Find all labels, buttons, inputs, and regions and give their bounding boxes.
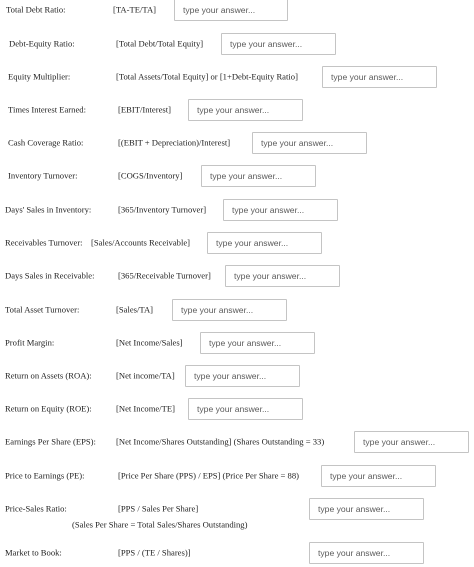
ratio-label: Days' Sales in Inventory:: [5, 204, 92, 215]
cash-coverage-ratio-answer-input[interactable]: [252, 132, 367, 154]
ratio-label: Earnings Per Share (EPS):: [5, 436, 96, 447]
ratio-label: Price to Earnings (PE):: [5, 470, 85, 481]
inventory-turnover-answer-input[interactable]: [201, 165, 316, 187]
ratio-formula: [Total Debt/Total Equity]: [116, 38, 204, 49]
ratio-label: Total Debt Ratio:: [6, 4, 66, 15]
ratio-label: Receivables Turnover:: [5, 237, 83, 248]
ratio-formula: [TA-TE/TA]: [113, 4, 157, 15]
ratio-formula: [Sales/TA]: [116, 304, 154, 315]
receivables-turnover-answer-input[interactable]: [207, 232, 322, 254]
ratio-label: Equity Multiplier:: [8, 71, 71, 82]
ratio-label: Total Asset Turnover:: [5, 304, 80, 315]
ratio-label: Return on Assets (ROA):: [5, 370, 92, 381]
ratio-formula: [(EBIT + Depreciation)/Interest]: [118, 137, 231, 148]
ratio-formula: [EBIT/Interest]: [118, 104, 171, 115]
ratio-formula: [Net Income/Shares Outstanding] (Shares Outstanding = 33): [116, 436, 325, 447]
ratio-label: Price-Sales Ratio:: [5, 503, 67, 514]
ratio-label: Inventory Turnover:: [8, 170, 78, 181]
ratio-formula: [Price Per Share (PPS) / EPS] (Price Per Share = 88): [118, 470, 299, 481]
ratio-label: Days Sales in Receivable:: [5, 270, 95, 281]
ratio-formula: [COGS/Inventory]: [118, 170, 183, 181]
ratio-formula: [Net Income/TE]: [116, 403, 175, 414]
roa-answer-input[interactable]: [185, 365, 300, 387]
ratio-formula: [Sales/Accounts Receivable]: [91, 237, 191, 248]
days-sales-in-receivable-answer-input[interactable]: [225, 265, 340, 287]
ratio-formula: [365/Inventory Turnover]: [118, 204, 207, 215]
ratio-formula: [PPS / Sales Per Share]: [118, 503, 199, 514]
days-sales-in-inventory-answer-input[interactable]: [223, 199, 338, 221]
times-interest-earned-answer-input[interactable]: [188, 99, 303, 121]
debt-equity-ratio-answer-input[interactable]: [221, 33, 336, 55]
total-asset-turnover-answer-input[interactable]: [172, 299, 287, 321]
ratio-label: Return on Equity (ROE):: [5, 403, 92, 414]
market-to-book-answer-input[interactable]: [309, 542, 424, 564]
ratio-label: Cash Coverage Ratio:: [8, 137, 84, 148]
roe-answer-input[interactable]: [188, 398, 303, 420]
sales-per-share-note: (Sales Per Share = Total Sales/Shares Outstanding): [72, 519, 248, 530]
eps-answer-input[interactable]: [354, 431, 469, 453]
profit-margin-answer-input[interactable]: [200, 332, 315, 354]
pe-answer-input[interactable]: [321, 465, 436, 487]
ratio-formula: [Net Income/Sales]: [116, 337, 183, 348]
ratio-formula: [PPS / (TE / Shares)]: [118, 547, 191, 558]
equity-multiplier-answer-input[interactable]: [322, 66, 437, 88]
ratio-formula: [Total Assets/Total Equity] or [1+Debt-Equity Ratio]: [116, 71, 298, 82]
price-sales-ratio-answer-input[interactable]: [309, 498, 424, 520]
ratio-label: Debt-Equity Ratio:: [9, 38, 75, 49]
total-debt-ratio-answer-input[interactable]: [174, 0, 288, 21]
ratio-label: Times Interest Earned:: [8, 104, 86, 115]
ratio-formula: [365/Receivable Turnover]: [118, 270, 211, 281]
ratio-label: Market to Book:: [5, 547, 62, 558]
ratio-label: Profit Margin:: [5, 337, 55, 348]
ratio-formula: [Net income/TA]: [116, 370, 175, 381]
